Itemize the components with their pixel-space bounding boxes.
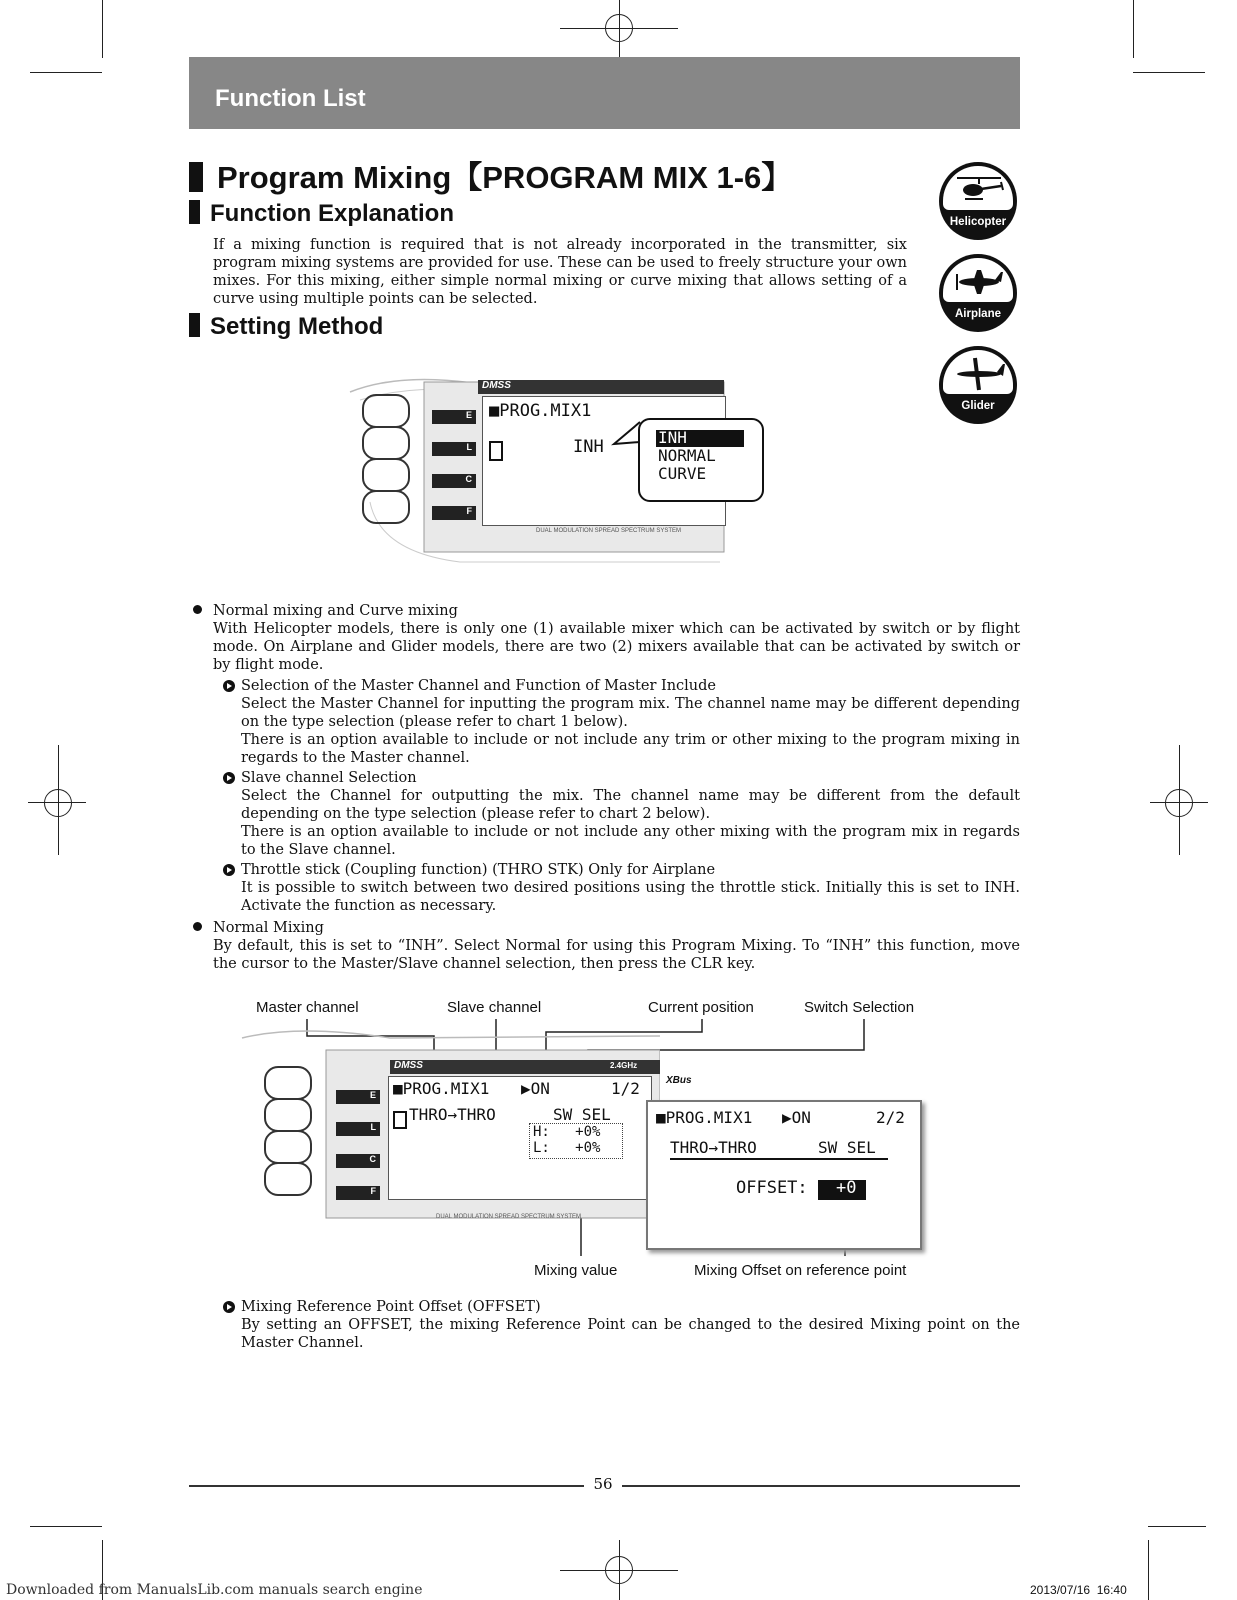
callout-master-channel: Master channel (256, 999, 359, 1016)
callout-current-position: Current position (648, 999, 754, 1016)
function-button[interactable] (264, 1098, 312, 1132)
footer-rule-left (189, 1485, 584, 1487)
lcd-page-two (646, 1100, 922, 1250)
lcd-state[interactable]: ▶ON (782, 1108, 811, 1127)
lcd-divider (670, 1158, 888, 1160)
sub-bullet-body: Select the Channel for outputting the mix. The channel name may be different from the default depending on the type selection (please refer to chart 2 below). (241, 788, 1020, 822)
footer-rule-right (622, 1485, 1020, 1487)
key-l[interactable]: L (336, 1122, 380, 1136)
lcd-low-rate[interactable]: L: +0% (533, 1140, 601, 1156)
lcd-switch[interactable]: SW SEL (818, 1138, 876, 1157)
xbus-logo: XBus (666, 1075, 692, 1086)
bullet-title: Normal mixing and Curve mixing (213, 603, 458, 619)
download-source-link[interactable]: Downloaded from ManualsLib.com manuals search engine (6, 1582, 423, 1598)
bullet-body: By default, this is set to “INH”. Select Normal for using this Program Mixing. To “INH” this function, move the cursor to the Master/Slave channel selection, then press the CLR key. (213, 938, 1020, 972)
lcd-page: 2/2 (876, 1108, 905, 1127)
offset-value[interactable]: +0 (836, 1178, 857, 1198)
sub-bullet-body: There is an option available to include or not include any other mixing with the program mix in regards to the Slave channel. (241, 824, 1020, 858)
lcd-value[interactable]: INH (573, 437, 604, 457)
page-title-text: Program Mixing【PROGRAM MIX 1-6】 (217, 160, 793, 195)
key-e[interactable]: E (432, 410, 476, 424)
lcd-title: ■PROG.MIX1 (489, 401, 592, 421)
transmitter-screen-illustration (240, 1028, 660, 1228)
explanation-paragraph: If a mixing function is required that is not already incorporated in the transmitter, six program mixing systems are provided for use. These can be used to freely structure your own mixes. For this mixing, either simple normal mixing or curve mixing that allows setting of a curve using multiple points can be selected. (213, 237, 907, 307)
function-button[interactable] (264, 1130, 312, 1164)
bullet-title: Normal Mixing (213, 920, 324, 936)
lcd-channels[interactable]: THRO→THRO (409, 1105, 496, 1124)
key-f[interactable]: F (432, 506, 476, 520)
sub-bullet-title: Throttle stick (Coupling function) (THRO STK) Only for Airplane (241, 862, 716, 878)
key-f[interactable]: F (336, 1186, 380, 1200)
page-number: 56 (593, 1475, 613, 1493)
screen-footer-text: DUAL MODULATION SPREAD SPECTRUM SYSTEM (536, 528, 682, 534)
key-c[interactable]: C (336, 1154, 380, 1168)
lcd-state[interactable]: ▶ON (521, 1079, 550, 1098)
sub-bullet-icon (223, 1301, 235, 1313)
sub-bullet-body: By setting an OFFSET, the mixing Reference Point can be changed to the desired Mixing point on the Master Channel. (241, 1317, 1020, 1351)
section-heading-text: Setting Method (210, 313, 384, 340)
callout-mixing-value: Mixing value (534, 1262, 618, 1279)
badge-label: Helicopter (949, 216, 1007, 228)
lcd-channels[interactable]: THRO→THRO (670, 1138, 757, 1157)
lcd-switch[interactable]: SW SEL (553, 1105, 611, 1124)
function-button[interactable] (264, 1162, 312, 1196)
badge-label: Glider (961, 400, 995, 412)
sub-bullet-body: Select the Master Channel for inputting the program mix. The channel name may be different depending on the type selection (please refer to chart 1 below). (241, 696, 1020, 730)
option-normal[interactable]: NORMAL (658, 446, 716, 465)
callout-offset: Mixing Offset on reference point (694, 1262, 907, 1279)
lcd-page: 1/2 (611, 1079, 640, 1098)
option-inh[interactable]: INH (658, 428, 687, 447)
function-button[interactable] (264, 1066, 312, 1100)
key-c[interactable]: C (432, 474, 476, 488)
lcd-title: ■PROG.MIX1 (393, 1079, 490, 1098)
sub-bullet-body: It is possible to switch between two desired positions using the throttle stick. Initially this is set to INH. Activate the function as necessary. (241, 880, 1020, 914)
sub-bullet-title: Selection of the Master Channel and Function of Master Include (241, 678, 717, 694)
cursor-icon (393, 1111, 407, 1129)
bullet-body: With Helicopter models, there is only one (1) available mixer which can be activated by switch or by flight mode. On Airplane and Glider models, there are two (2) mixers available that can be activated by switch or by flight mode. (213, 621, 1020, 673)
callout-switch-selection: Switch Selection (804, 999, 915, 1016)
frequency-label: 2.4GHz (610, 1061, 638, 1070)
offset-label: OFFSET: (736, 1178, 808, 1198)
lcd-high-rate[interactable]: H: +0% (533, 1124, 601, 1140)
brand-logo: DMSS (394, 1060, 423, 1071)
brand-strip (390, 1060, 660, 1074)
key-l[interactable]: L (432, 442, 476, 456)
print-timestamp: 2013/07/16 16:40 (1030, 1583, 1127, 1597)
badge-label: Airplane (954, 308, 1001, 320)
screen-footer-text: DUAL MODULATION SPREAD SPECTRUM SYSTEM (436, 1214, 582, 1220)
sub-bullet-title: Mixing Reference Point Offset (OFFSET) (241, 1299, 541, 1315)
sub-bullet-title: Slave channel Selection (241, 770, 417, 786)
sub-bullet-body: There is an option available to include or not include any trim or other mixing to the program mixing in regards to the Master channel. (241, 732, 1020, 766)
section-heading-text: Function Explanation (210, 200, 454, 227)
sub-bullet-offset (241, 1298, 1020, 1352)
lcd-display (388, 1076, 652, 1200)
callout-slave-channel: Slave channel (447, 999, 542, 1016)
brand-logo: DMSS (482, 380, 511, 391)
lcd-title: ■PROG.MIX1 (656, 1108, 753, 1127)
option-curve[interactable]: CURVE (658, 464, 707, 483)
mixing-value-box (529, 1123, 623, 1159)
section-title: Function List (215, 85, 366, 112)
key-e[interactable]: E (336, 1090, 380, 1104)
